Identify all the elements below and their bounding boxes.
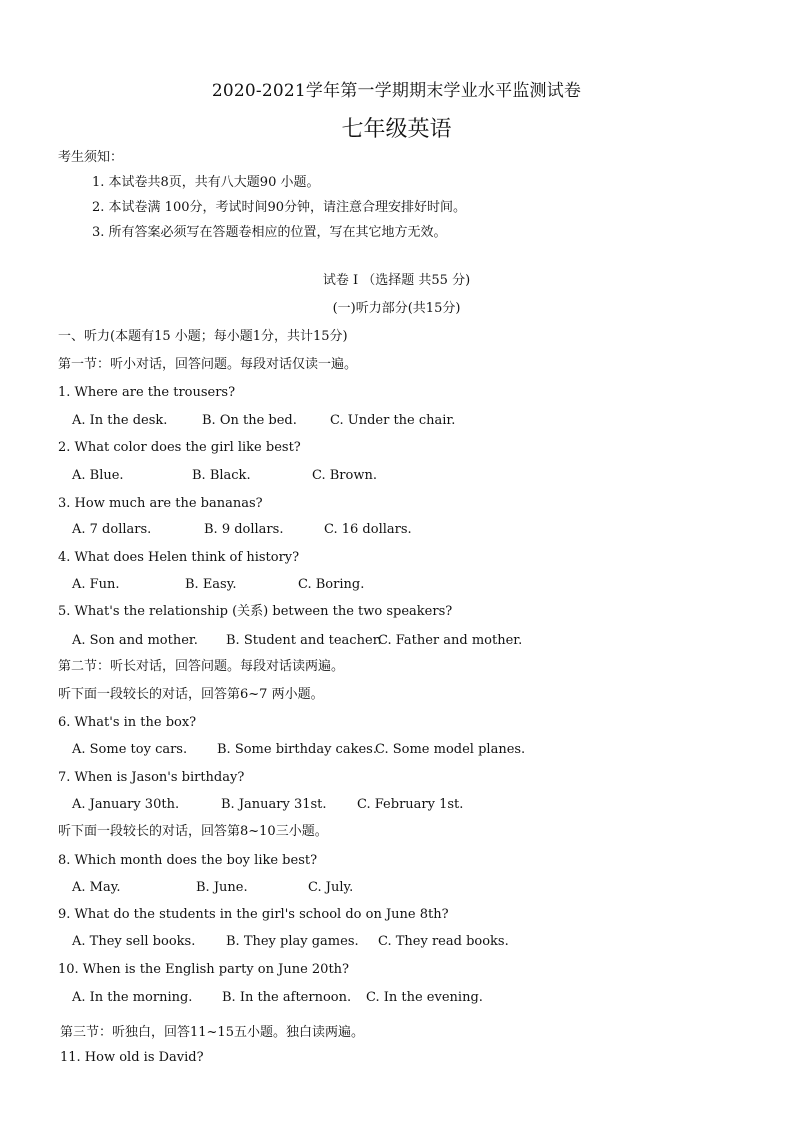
- option-b: B. 9 dollars.: [204, 522, 284, 537]
- option-b: B. January 31st.: [221, 797, 327, 812]
- option-b: B. Easy.: [185, 577, 237, 592]
- option-a: A. May.: [72, 880, 121, 895]
- notice-heading: 考生须知：: [58, 150, 124, 165]
- question-1: 1. Where are the trousers?: [58, 385, 236, 400]
- option-c: C. Brown.: [312, 468, 377, 483]
- question-10: 10. When is the English party on June 20th?: [58, 962, 350, 977]
- option-c: C. July.: [308, 880, 354, 895]
- question-7: 7. When is Jason's birthday?: [58, 770, 245, 785]
- question-11: 11. How old is David?: [60, 1050, 204, 1065]
- option-a: A. Son and mother.: [72, 633, 198, 648]
- option-c: C. Under the chair.: [330, 413, 456, 428]
- section-3-instructions: 第三节：听独白，回答11~15五小题。独白读两遍。: [60, 1025, 364, 1040]
- option-b: B. Black.: [192, 468, 251, 483]
- question-9: 9. What do the students in the girl's school do on June 8th?: [58, 907, 449, 922]
- option-b: B. June.: [196, 880, 248, 895]
- section-2-instructions: 第二节：听长对话，回答问题。每段对话读两遍。: [58, 659, 345, 674]
- option-c: C. Father and mother.: [378, 633, 523, 648]
- question-2: 2. What color does the girl like best?: [58, 440, 301, 455]
- question-8: 8. Which month does the boy like best?: [58, 853, 318, 868]
- section-title: (一)听力部分(共15分): [332, 301, 461, 316]
- question-4: 4. What does Helen think of history?: [58, 550, 300, 565]
- option-b: B. Some birthday cakes.: [217, 742, 377, 757]
- option-c: C. February 1st.: [357, 797, 464, 812]
- option-a: A. They sell books.: [72, 934, 196, 949]
- notice-item: 1. 本试卷共8页，共有八大题90 小题。: [92, 175, 320, 190]
- part-title: 试卷 I （选择题 共55 分): [322, 273, 471, 288]
- notice-item: 2. 本试卷满 100分，考试时间90分钟，请注意合理安排好时间。: [92, 200, 467, 215]
- question-5: 5. What's the relationship (关系) between the two speakers?: [58, 604, 453, 619]
- option-c: C. Boring.: [298, 577, 365, 592]
- question-6: 6. What's in the box?: [58, 715, 197, 730]
- option-b: B. Student and teacher.: [226, 633, 382, 648]
- option-a: A. 7 dollars.: [72, 522, 152, 537]
- notice-item: 3. 所有答案必须写在答题卷相应的位置，写在其它地方无效。: [92, 225, 447, 240]
- option-b: B. They play games.: [226, 934, 359, 949]
- option-a: A. Blue.: [72, 468, 124, 483]
- option-c: C. Some model planes.: [375, 742, 526, 757]
- option-c: C. 16 dollars.: [324, 522, 412, 537]
- option-a: A. In the desk.: [72, 413, 168, 428]
- exam-title: 2020-2021学年第一学期期末学业水平监测试卷: [211, 81, 582, 101]
- listening-heading: 一、听力(本题有15 小题；每小题1分，共计15分): [58, 329, 348, 344]
- section-2-note: 听下面一段较长的对话，回答第6~7 两小题。: [58, 687, 324, 702]
- option-a: A. In the morning.: [72, 990, 193, 1005]
- option-a: A. Fun.: [72, 577, 120, 592]
- option-a: A. Some toy cars.: [72, 742, 188, 757]
- option-a: A. January 30th.: [72, 797, 180, 812]
- option-c: C. They read books.: [378, 934, 509, 949]
- option-c: C. In the evening.: [366, 990, 483, 1005]
- exam-subtitle: 七年级英语: [341, 117, 452, 142]
- option-b: B. In the afternoon.: [222, 990, 352, 1005]
- section-2-note: 听下面一段较长的对话，回答第8~10三小题。: [58, 824, 328, 839]
- section-1-instructions: 第一节：听小对话，回答问题。每段对话仅读一遍。: [58, 357, 358, 372]
- option-b: B. On the bed.: [202, 413, 297, 428]
- question-3: 3. How much are the bananas?: [58, 496, 263, 511]
